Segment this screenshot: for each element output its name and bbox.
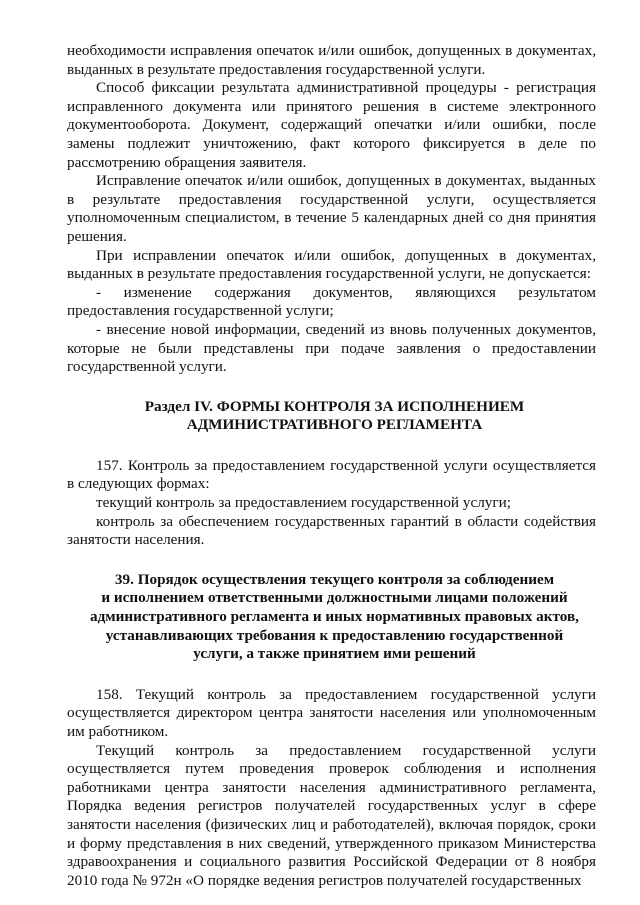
document-page (67, 42, 596, 890)
paragraph: При исправлении опечаток и/или ошибок, допущенных в документах, выданных в результате предоставления государственной услуги, не допускается: (67, 246, 596, 283)
subsection-heading (67, 571, 596, 664)
paragraph: необходимости исправления опечаток и/или ошибок, допущенных в документах, выданных в результате предоставления государственной услуги. (67, 42, 596, 78)
subsection-heading-line: устанавливающих требования к предоставлению государственной (105, 626, 564, 644)
list-item: контроль за обеспечением государственных гарантий в области содействия занятости населения. (67, 512, 596, 549)
paragraph: Текущий контроль за предоставлением государственной услуги осуществляется путем проведения проверок соблюдения и исполнения работниками центра занятости населения административного регламента, Порядка ведения регистров получателей государственных услуг в сфере занятости населения (физических лиц и работодателей), включая порядок, сроки и форму представления в них сведений, утвержденного приказом Министерства здравоохранения и социального развития Российской Федерации от 8 ноября 2010 года № 972н «О порядке ведения регистров получателей государственных (67, 741, 596, 889)
list-item: текущий контроль за предоставлением государственной услуги; (96, 494, 511, 512)
paragraph: Исправление опечаток и/или ошибок, допущенных в документах, выданных в результате предоставления государственной услуги, осуществляется уполномоченным специалистом, в течение 5 календарных дней со дня принятия решения. (67, 172, 596, 245)
section-heading-line: Раздел IV. ФОРМЫ КОНТРОЛЯ ЗА ИСПОЛНЕНИЕМ (144, 397, 525, 415)
list-item: - внесение новой информации, сведений из вновь полученных документов, которые не были представлены при подаче заявления о предоставлении государственной услуги. (67, 320, 596, 376)
paragraph: Способ фиксации результата административной процедуры - регистрация исправленного документа или принятого решения в системе электронного документооборота. Документ, содержащий опечатки и/или ошибки, после замены подлежит уничтожению, факт которого фиксируется в деле по рассмотрению обращения заявителя. (67, 79, 596, 171)
subsection-heading-line: 39. Порядок осуществления текущего контроля за соблюдением (114, 570, 555, 588)
subsection-heading-line: и исполнением ответственными должностными лицами положений (101, 589, 568, 607)
paragraph: 157. Контроль за предоставлением государственной услуги осуществляется в следующих формах: (67, 456, 596, 493)
subsection-heading-line: услуги, а также принятием ими решений (193, 645, 476, 663)
section-heading-line: АДМИНИСТРАТИВНОГО РЕГЛАМЕНТА (186, 416, 483, 434)
subsection-heading-line: административного регламента и иных нормативных правовых актов, (90, 608, 579, 626)
section-heading (67, 398, 596, 435)
paragraph: 158. Текущий контроль за предоставлением государственной услуги осуществляется директором центра занятости населения или уполномоченным им работником. (67, 685, 596, 740)
list-item: - изменение содержания документов, являющихся результатом предоставления государственной услуги; (67, 283, 596, 320)
